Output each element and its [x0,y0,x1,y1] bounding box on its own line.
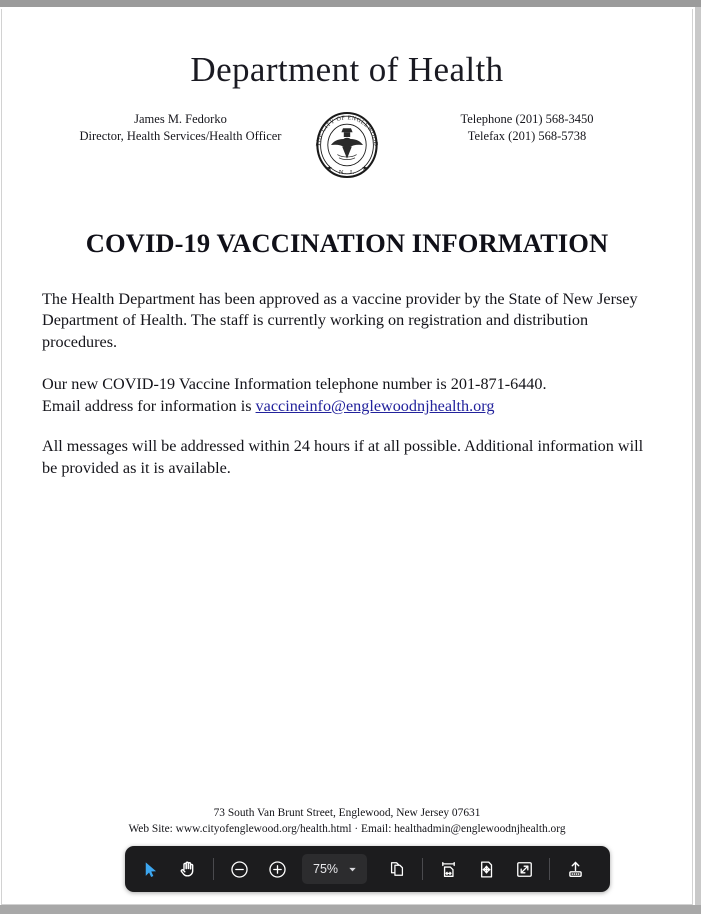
zoom-in-button[interactable] [258,850,296,888]
zoom-out-button[interactable] [220,850,258,888]
toolbar-separator [549,858,550,880]
vaccine-info-email-link[interactable]: vaccineinfo@englewoodnjhealth.org [255,396,495,415]
viewer-top-bar [0,0,701,7]
chevron-down-icon [347,864,358,875]
letterhead-contact-numbers [412,111,642,147]
letterhead-title: Department of Health [190,50,504,89]
select-tool-button[interactable] [131,850,169,888]
export-button[interactable] [556,850,594,888]
phone-line: Our new COVID-19 Vaccine Information telephone number is 201-871-6440. [42,375,547,394]
official-name: James M. Fedorko [134,111,227,126]
paragraph-response-time: All messages will be addressed within 24 hours if at all possible. Additional information will be provided as it is available. [42,437,644,477]
fullscreen-button[interactable] [505,850,543,888]
toolbar-separator [213,858,214,880]
pdf-toolbar [125,846,610,892]
city-seal-icon [307,105,387,185]
svg-text:THE CITY OF ENGLEWOOD: THE CITY OF ENGLEWOOD [315,114,379,147]
svg-text:★: ★ [361,164,368,172]
zoom-level-value: 75% [313,862,339,876]
footer-web-email: Web Site: www.cityofenglewood.org/health.html · Email: healthadmin@englewoodnjhealth.org [128,823,566,836]
svg-text:N. J.: N. J. [338,168,356,176]
document-footer [2,805,692,838]
document-page [1,9,693,905]
email-line-prefix: Email address for information is [42,396,256,415]
letterhead-official [58,111,303,147]
zoom-level-selector[interactable] [302,854,367,884]
fit-page-button[interactable] [467,850,505,888]
official-role: Director, Health Services/Health Officer [79,129,282,144]
footer-address: 73 South Van Brunt Street, Englewood, New Jersey 07631 [213,806,481,819]
document-body [42,289,654,480]
toolbar-separator [422,858,423,880]
paragraph-approval: The Health Department has been approved as a vaccine provider by the State of New Jersey Department of Health. The staff is currently working on registration and distribution procedures. [42,289,638,351]
horizontal-scrollbar[interactable] [0,905,701,914]
page-view-button[interactable] [378,850,416,888]
paragraph-contact [42,374,654,417]
document-title: COVID-19 VACCINATION INFORMATION [85,227,609,258]
vertical-scrollbar[interactable] [695,7,701,905]
telephone-number: Telephone (201) 568-3450 [460,111,594,126]
pan-tool-button[interactable] [169,850,207,888]
telefax-number: Telefax (201) 568-5738 [467,129,587,144]
svg-text:★: ★ [326,164,333,172]
fit-width-button[interactable] [429,850,467,888]
letterhead-contact-row [2,111,692,183]
